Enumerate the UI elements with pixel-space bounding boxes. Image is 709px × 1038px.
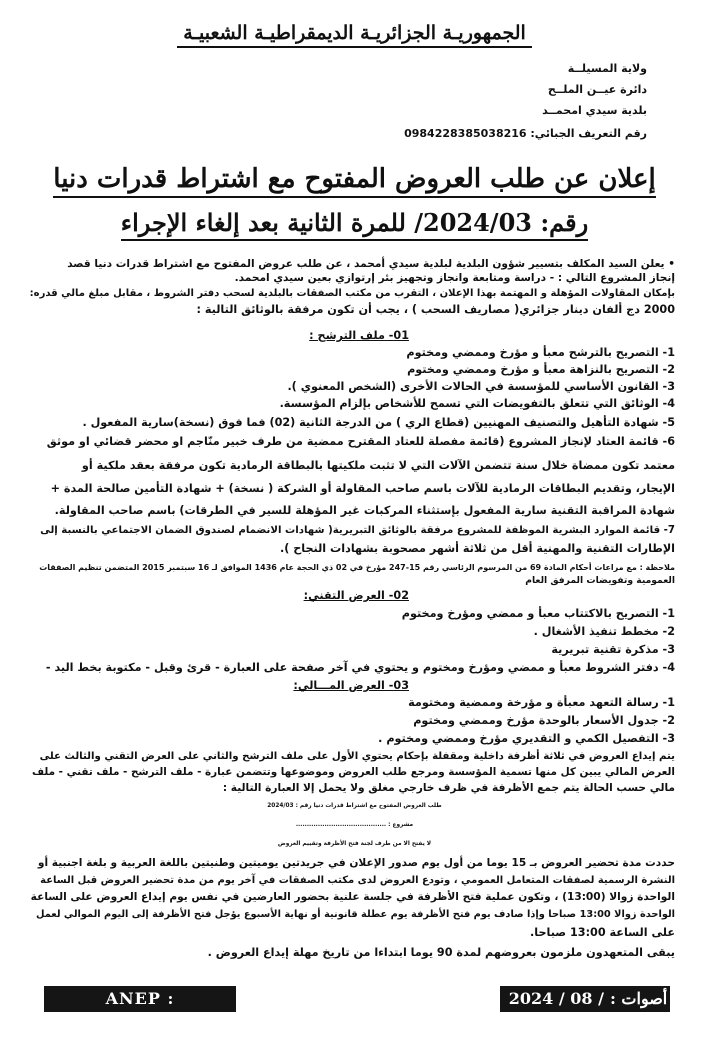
list-item: 3- القانون الأساسي للمؤسسة في الحالات الأخرى (الشخص المعنوي ).	[287, 380, 675, 393]
list-item: 4- الوثائق التي تتعلق بالتفويضات التي تسمح للأشخاص بإلزام المؤسسة.	[279, 397, 675, 410]
anep-reference: ANEP : 2416026696	[44, 986, 236, 1012]
legal-note: العمومية وتفويضات المرفق العام	[525, 575, 675, 586]
section3-heading: 03- العرض المـــالي:	[293, 679, 409, 692]
list-item: 4- دفتر الشروط معبأ و ممضي ومؤرخ ومختوم و يحتوي في آخر صفحة على العبارة - قرئ وقبل - مكتوبة بخط اليد -	[45, 661, 675, 674]
intro-line: بإمكان المقاولات المؤهلة و المهتمة بهذا الإعلان ، التقرب من مكتب الصفقات بالبلدية لسحب دفتر الشروط ، مقابل مبلغ مالي قدره:	[29, 288, 675, 299]
list-item: الإطارات التقنية والمهنية أقل من ثلاثة أشهر مصحوبة بشهادات النجاح ).	[279, 542, 675, 555]
wilaya-label: ولاية المسيلــة	[567, 62, 647, 75]
list-item: الإيجار، وتقديم البطاقات الرمادية للآلات باسم صاحب المقاولة أو الشركة ( نسخة) + شهادة التأمين صالحة المدة +	[50, 482, 675, 495]
list-item: 1- التصريح بالترشح معبأ و مؤرخ وممضي ومختوم	[406, 346, 675, 359]
list-item: 7- قائمة الموارد البشرية الموظفة للمشروع مرفقة بالوثائق التبريرية( شهادات الانضمام لصندوق الضمان الاجتماعي بالنسبة إلى	[40, 525, 675, 536]
deadline-line: الواحدة زوالا (13:00) ، وتكون عملية فتح الأظرفة في جلسة علنية بحضور العارضين في نفس يوم إيداع العروض على الساعة	[30, 891, 675, 903]
list-item: 2- مخطط تنفيذ الأشغال .	[533, 625, 675, 638]
list-item: شهادة المراقبة التقنية سارية المفعول بإستثناء المركبات غير المؤهلة للسير في الطرقات) باسم صاحب المقاولة.	[54, 504, 675, 517]
list-item: 2- جدول الأسعار بالوحدة مؤرخ وممضي ومختوم	[413, 714, 675, 727]
legal-note: ملاحظة : مع مراعات أحكام المادة 69 من المرسوم الرئاسي رقم 15-247 مؤرخ في 02 ذي الحجة عام 1436 الموافق لـ 16 سبتمبر 2015 المتضمن تنظيم الصفقات	[39, 563, 675, 572]
intro-line: • يعلن السيد المكلف بتسيير شؤون البلدية لبلدية سيدي أمحمد ، عن طلب عروض المفتوح مع اشتراط قدرات دنيا قصد	[67, 258, 675, 270]
intro-line: إنجاز المشروع التالي : - دراسة ومتابعة وانجاز وتجهيز بئر إرتوازي بعين سيدي امحمد.	[234, 272, 675, 284]
date-value: 2024 / 08 / 21	[508, 989, 604, 1034]
list-item: 1- التصريح بالاكتتاب معبأ و ممضي ومؤرخ ومختوم	[401, 607, 675, 620]
list-item: 3- مذكرة تقنية تبريرية	[551, 643, 675, 656]
list-item: 1- رسالة التعهد معبأة و مؤرخة وممضية ومختومة	[408, 696, 675, 709]
envelope-label: طلب العروض المفتوح مع اشتراط قدرات دنيا رقم : 2024/03	[267, 803, 442, 809]
deadline-line: على الساعة 13:00 صباحا.	[530, 926, 675, 939]
tax-id-label: رقم التعريف الجبائي: 0984228385038216	[404, 127, 647, 140]
closing-line: يتم إيداع العروض في ثلاثة أظرفة داخلية ومقفلة بإحكام يحتوي الأول على ملف الترشح والثاني على العرض التقني والثالث على	[39, 751, 675, 762]
announcement-number: رقم: 2024/03/ للمرة الثانية بعد إلغاء الإجراء	[0, 208, 709, 237]
list-item: 2- التصريح بالنزاهة معبأ و مؤرخ وممضي ومختوم	[407, 363, 675, 376]
deadline-line: النشرة الرسمية لصفقات المتعامل العمومي ، وتودع العروض لدى مكتب الصفقات في آخر يوم من مدة تحضير العروض قبل الساعة	[40, 875, 675, 886]
intro-line: 2000 دج ألفان دينار جزائري( مصاريف السحب ) ، يجب أن تكون مرفقة بالوثائق التالية :	[196, 303, 675, 316]
closing-line: مالي حسب الحالة يتم جمع الأظرفة في ظرف خارجي مغلق ولا يحمل إلا العبارة التالية :	[222, 782, 675, 794]
newspaper-name: أصوات :	[609, 989, 668, 1008]
daira-label: دائرة عيــن الملــح	[547, 83, 647, 96]
list-item: 6- قائمة العتاد لإنجاز المشروع (قائمة مفصلة للعتاد المقترح ممضية من طرف خبير منّاجم او محضر قضائي او موثق	[46, 435, 675, 448]
deadline-line: الواحدة زوالا 13:00 صباحا وإذا صادف يوم فتح الأظرفة يوم عطلة قانونية أو نهاية الأسبوع يؤجل فتح الأظرفة إلى اليوم الموالي لعمل	[36, 909, 675, 920]
section2-heading: 02- العرض التقني:	[303, 589, 409, 602]
announcement-title: إعلان عن طلب العروض المفتوح مع اشتراط قدرات دنيا	[0, 164, 709, 194]
validity-line: يبقى المتعهدون ملزمون بعروضهم لمدة 90 يوما ابتداءا من تاريخ مهلة إيداع العروض .	[207, 946, 675, 959]
closing-line: العرض المالي يبين كل منها تسمية المؤسسة ومرجع طلب العروض وموضوعها وتتضمن عبارة - ملف الترشح - ملف تقني - ملف	[32, 766, 675, 778]
section1-heading: 01- ملف الترشح :	[309, 329, 409, 342]
publication-date	[500, 986, 670, 1034]
envelope-notice: لا يفتح الا من طرف لجنة فتح الأظرفة وتقييم العروض	[277, 841, 432, 847]
list-item: معتمد تكون ممضاة خلال سنة تتضمن الآلات التي لا تثبت ملكيتها بالبطاقة الرمادية تكون مرفقة بعقد ملكية أو	[81, 459, 675, 472]
deadline-line: حددت مدة تحضير العروض بـ 15 يوما من أول يوم صدور الإعلان في جريدتين يوميتين وطنيتين باللغة العربية و بلغة اجنبية أو	[37, 857, 675, 869]
list-item: 5- شهادة التأهيل والتصنيف المهنيين (قطاع الري ) من الدرجة الثانية (02) فما فوق (نسخة)سارية المفعول .	[82, 416, 675, 429]
envelope-project: مشروع : .........................................	[295, 822, 414, 828]
list-item: 3- التفصيل الكمي و التقديري مؤرخ وممضي ومختوم .	[378, 732, 675, 745]
republic-header: الجمهوريـة الجزائريـة الديمقراطيـة الشعبيـة	[0, 22, 709, 44]
baladiya-label: بلدية سيدي امحمــد	[542, 104, 647, 117]
